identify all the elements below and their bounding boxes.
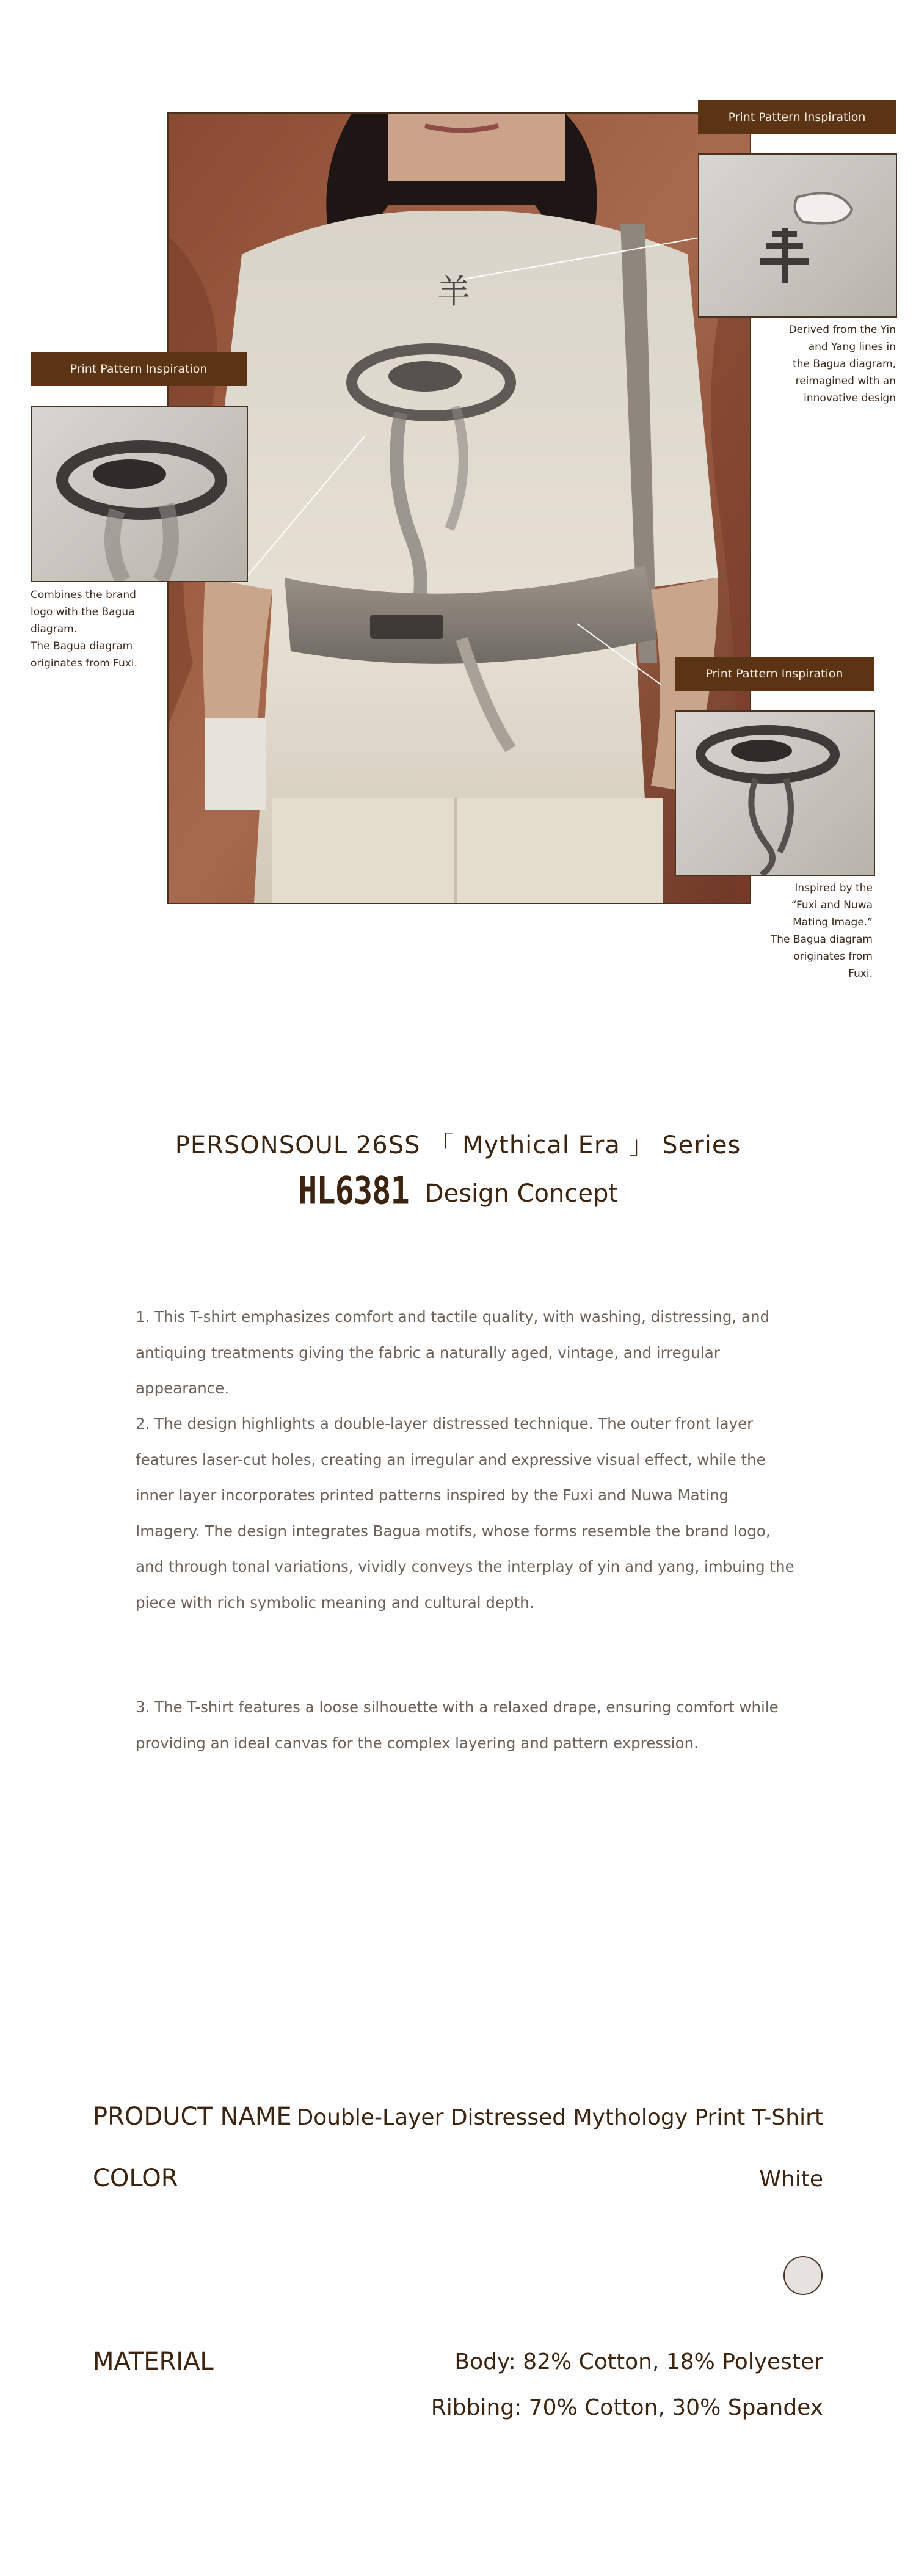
concept-paragraph-2: 2. The design highlights a double-layer distressed technique. The outer front layer features laser-cut holes, creating an irregular and expressive visual effect, while the inner layer incorporates printed patterns inspired by the Fuxi and Nuwa Mating Imagery. The design integrates Bagua motifs, whose forms resemble the brand logo, and through tonal variations, vividly conveys the interplay of yin and yang, imbuing the piece with rich symbolic meaning and cultural depth. — [136, 1415, 794, 1611]
material-body-value: Body: 82% Cotton, 18% Polyester — [454, 2349, 823, 2374]
concept-paragraph-3: 3. The T-shirt features a loose silhouette with a relaxed drape, ensuring comfort while providing an ideal canvas for the complex layering and pattern expression. — [136, 1698, 779, 1752]
color-value: White — [759, 2167, 823, 2192]
hero-photo — [167, 112, 751, 904]
concept-paragraph-1: 1. This T-shirt emphasizes comfort and tactile quality, with washing, distressing, and antiquing treatments giving the fabric a naturally aged, vintage, and irregular appearance. — [136, 1308, 770, 1397]
inspiration-text-left: Combines the brand logo with the Bagua diagram. The Bagua diagram originates from Fuxi. — [31, 589, 137, 670]
inspiration-tag-left: Print Pattern Inspiration — [31, 352, 247, 386]
product-code: HL6381 — [297, 1169, 409, 1213]
material-label: MATERIAL — [93, 2348, 214, 2376]
inspiration-tag-top-right: Print Pattern Inspiration — [698, 100, 896, 134]
product-name-label: PRODUCT NAME — [93, 2103, 292, 2131]
series-title: PERSONSOUL 26SS 「 Mythical Era 」 Series — [175, 1131, 741, 1159]
material-ribbing-value: Ribbing: 70% Cotton, 30% Spandex — [431, 2395, 823, 2420]
inspiration-tag-bottom-right: Print Pattern Inspiration — [675, 657, 874, 691]
design-concept-label: Design Concept — [424, 1180, 619, 1208]
design-concept-heading — [0, 1169, 916, 1213]
print-detail-yinyang-lines — [698, 153, 897, 318]
inspiration-text-bottom-right: Inspired by the “Fuxi and Nuwa Mating Image.” The Bagua diagram originates from Fuxi. — [770, 882, 873, 980]
print-detail-fuxi-nuwa — [675, 710, 875, 876]
svg-text:羊: 羊 — [437, 272, 470, 311]
product-name-value: Double-Layer Distressed Mythology Print T-Shirt — [296, 2105, 823, 2130]
color-label: COLOR — [93, 2164, 178, 2192]
color-swatch-white — [783, 2256, 823, 2295]
inspiration-text-top-right: Derived from the Yin and Yang lines in the Bagua diagram, reimagined with an innovative design — [788, 324, 896, 404]
print-detail-bagua-logo — [31, 406, 248, 582]
